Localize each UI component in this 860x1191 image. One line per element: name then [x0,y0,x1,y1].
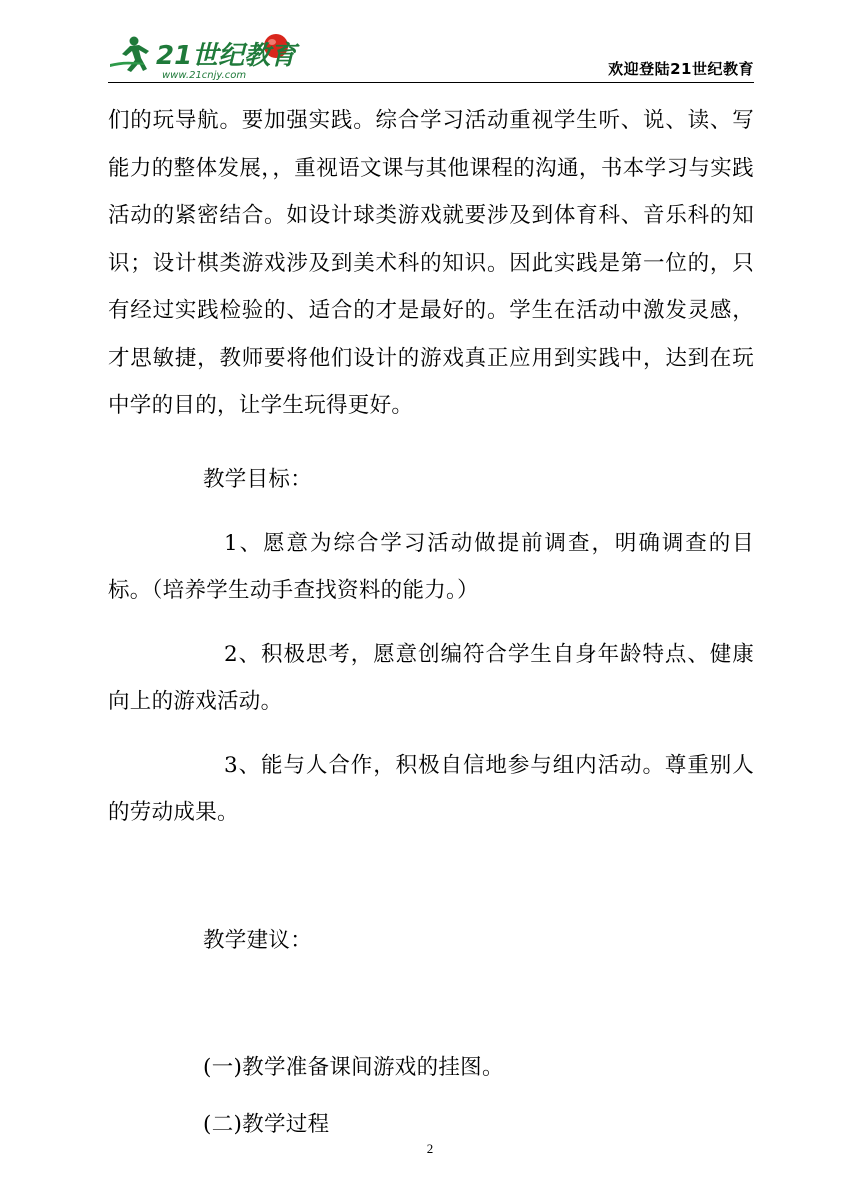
intro-paragraph: 们的玩导航。要加强实践。综合学习活动重视学生听、说、读、写能力的整体发展，，重视语文课与其他课程的沟通，书本学习与实践活动的紧密结合。如设计球类游戏就要涉及到体育科、音乐科的知识；设计棋类游戏涉及到美术科的知识。因此实践是第一位的，只有经过实践检验的、适合的才是最好的。学生在活动中激发灵感，才思敏捷，教师要将他们设计的游戏真正应用到实践中，达到在玩中学的目的，让学生玩得更好。 [108,108,754,418]
page-number: 2 [426,1141,434,1156]
svg-text:www.21cnjy.com: www.21cnjy.com [162,70,247,81]
site-logo [108,30,308,82]
suggestions-heading: 教学建议： [203,927,313,953]
welcome-text: 欢迎登陆21世纪教育 [608,60,754,78]
goal-item-1: 1、愿意为综合学习活动做提前调查，明确调查的目标。（培养学生动手查找资料的能力。） [108,530,754,603]
runner-icon [110,37,149,73]
list-item-1: (一)教学准备课间游戏的挂图。 [203,1055,504,1080]
page-header [108,30,754,82]
header-divider [108,82,754,83]
goal-item-3: 3、能与人合作，积极自信地参与组内活动。尊重别人的劳动成果。 [108,752,754,825]
svg-text:21世纪教育: 21世纪教育 [156,41,297,71]
document-body [108,97,754,1148]
goal-item-2: 2、积极思考，愿意创编符合学生自身年龄特点、健康向上的游戏活动。 [108,641,754,714]
goals-heading: 教学目标： [203,467,313,492]
list-item-2: (二)教学过程 [203,1111,330,1137]
